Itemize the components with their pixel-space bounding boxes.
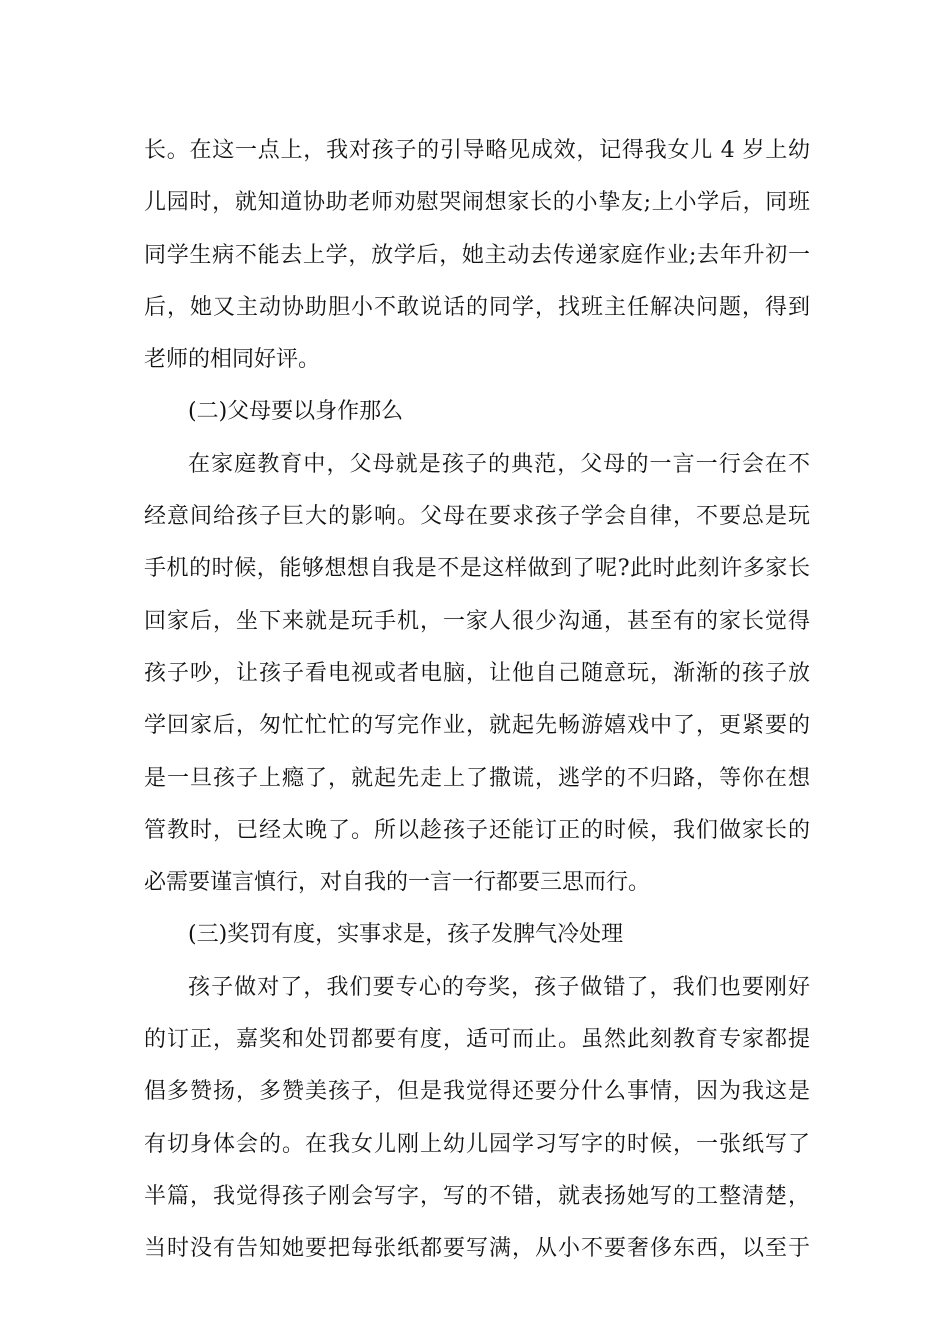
text-line: 必需要谨言慎行，对自我的一言一行都要三思而行。 bbox=[144, 870, 651, 896]
text-line: 后，她又主动协助胆小不敢说话的同学，找班主任解决问题，得到 bbox=[144, 294, 810, 320]
text-line: 管教时，已经太晚了。所以趁孩子还能订正的时候，我们做家长的 bbox=[144, 817, 810, 843]
text-line: 回家后，坐下来就是玩手机，一家人很少沟通，甚至有的家长觉得 bbox=[144, 608, 810, 634]
text-line: 的订正，嘉奖和处罚都要有度，适可而止。虽然此刻教育专家都提 bbox=[144, 1027, 810, 1053]
text-line: 儿园时，就知道协助老师劝慰哭闹想家长的小挚友;上小学后，同班 bbox=[144, 190, 810, 216]
body-text bbox=[144, 131, 810, 1282]
text-line: 孩子做对了，我们要专心的夸奖，孩子做错了，我们也要刚好 bbox=[188, 974, 810, 1000]
text-line: 倡多赞扬，多赞美孩子，但是我觉得还要分什么事情，因为我这是 bbox=[144, 1079, 810, 1105]
text-line: 学回家后，匆忙忙忙的写完作业，就起先畅游嬉戏中了，更紧要的 bbox=[144, 713, 810, 739]
text-line: 长。在这一点上，我对孩子的引导略见成效，记得我女儿 4 岁上幼 bbox=[144, 138, 810, 163]
text-line: 半篇，我觉得孩子刚会写字，写的不错，就表扬她写的工整清楚， bbox=[144, 1183, 810, 1209]
section-heading: (三)奖罚有度，实事求是，孩子发脾气冷处理 bbox=[188, 922, 624, 948]
text-line: 在家庭教育中，父母就是孩子的典范，父母的一言一行会在不 bbox=[188, 451, 810, 477]
text-line: 当时没有告知她要把每张纸都要写满，从小不要奢侈东西，以至于 bbox=[144, 1236, 810, 1262]
text-line: 同学生病不能去上学，放学后，她主动去传递家庭作业;去年升初一 bbox=[144, 242, 810, 268]
text-line: 经意间给孩子巨大的影响。父母在要求孩子学会自律，不要总是玩 bbox=[144, 504, 810, 530]
text-line: 有切身体会的。在我女儿刚上幼儿园学习写字的时候，一张纸写了 bbox=[144, 1131, 810, 1157]
text-line: 老师的相同好评。 bbox=[144, 347, 321, 373]
text-line: 孩子吵，让孩子看电视或者电脑，让他自己随意玩，渐渐的孩子放 bbox=[144, 660, 810, 686]
text-line: 是一旦孩子上瘾了，就起先走上了撒谎，逃学的不归路，等你在想 bbox=[144, 765, 810, 791]
section-heading: (二)父母要以身作那么 bbox=[188, 399, 404, 425]
text-line: 手机的时候，能够想想自我是不是这样做到了呢?此时此刻许多家长 bbox=[144, 556, 810, 582]
